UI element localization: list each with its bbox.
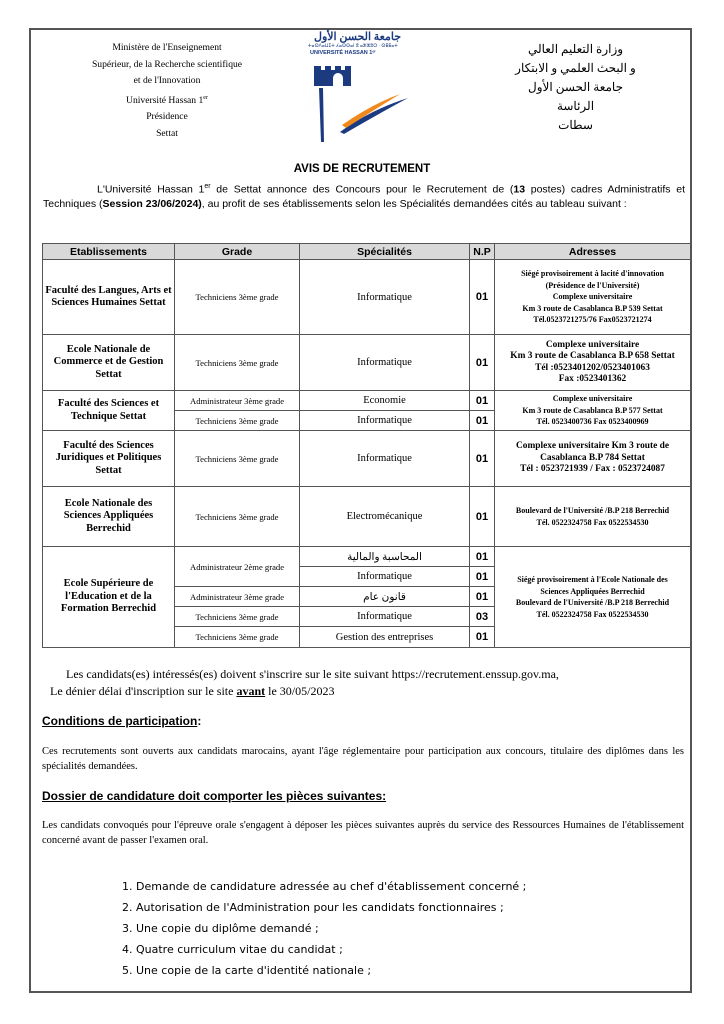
header-right-line: وزارة التعليم العالي	[527, 42, 624, 56]
item-text: Quatre curriculum vitae du candidat ;	[136, 943, 343, 956]
heading-suffix: :	[197, 714, 202, 728]
speciality-cell: المحاسبة والمالية	[300, 547, 470, 567]
session-date: Session 23/06/2024)	[102, 197, 202, 210]
header-right-line: الرئاسة	[556, 99, 595, 113]
header-right-line: سطات	[558, 118, 593, 132]
positions-cell: 01	[470, 567, 495, 587]
address-line: Tél :0523401202/0523401063	[535, 362, 650, 373]
speciality-cell: Economie	[300, 391, 470, 411]
address-line: Complexe universitaire Km 3 route de	[515, 441, 670, 452]
item-text: Une copie de la carte d'identité nationale ;	[136, 964, 372, 977]
intro-text: L'Université Hassan 1	[97, 183, 205, 196]
address-cell	[495, 335, 691, 391]
speciality-cell: Informatique	[300, 411, 470, 431]
table-row	[43, 431, 691, 487]
conditions-text: Ces recrutements sont ouverts aux candidats marocains, ayant l'âge réglementaire pour participation aux concours, titulaire des diplômes dans les spécialités demandées.	[42, 746, 684, 772]
positions-cell: 01	[470, 487, 495, 547]
establishment-cell: Faculté des Sciences et Technique Settat	[43, 391, 175, 431]
logo-university-text: UNIVERSITÉ HASSAN 1ᵉʳ	[310, 50, 376, 56]
grade-cell: Administrateur 3ème grade	[175, 391, 300, 411]
address-line: Fax :0523401362	[558, 374, 627, 384]
item-number: 3.	[122, 922, 133, 935]
header-right-line: جامعة الحسن الأول	[528, 80, 623, 94]
establishment-cell: Ecole Nationale des Sciences Appliquées Berrechid	[43, 487, 175, 547]
header-left-line: Ministère de l'Enseignement	[112, 42, 222, 53]
notice-title: AVIS DE RECRUTEMENT	[293, 163, 431, 175]
university-logo	[300, 30, 415, 145]
list-item	[122, 918, 526, 939]
speciality-cell: Informatique	[300, 567, 470, 587]
address-cell	[495, 431, 691, 487]
address-cell	[495, 487, 691, 547]
header-right-line: و البحث العلمي و الابتكار	[515, 61, 636, 75]
establishment-cell: Faculté des Langues, Arts et Sciences Humaines Settat	[43, 260, 175, 335]
registration-info	[50, 666, 690, 700]
list-item	[122, 897, 526, 918]
table-row	[43, 487, 691, 547]
table-row	[43, 335, 691, 391]
intro-text: postes) cadres Administratifs et Techniques (	[43, 183, 685, 210]
header-left-line: Présidence	[146, 111, 188, 123]
header-left-line: Settat	[156, 127, 178, 139]
recruitment-table	[42, 243, 691, 648]
header-left-line	[62, 90, 272, 110]
address-line: Tél : 0523721939 / Fax : 0523724087	[520, 464, 665, 475]
deadline-text: Le dénier délai d'inscription sur le site	[50, 684, 237, 698]
positions-cell: 01	[470, 260, 495, 335]
superscript: er	[203, 94, 208, 101]
speciality-cell: Informatique	[300, 607, 470, 627]
grade-cell: Techniciens 3ème grade	[175, 627, 300, 648]
speciality-cell: قانون عام	[300, 587, 470, 607]
documents-list	[122, 876, 526, 981]
address-line: Km 3 route de Casablanca B.P 539 Settat	[522, 303, 663, 313]
address-line: Complexe universitaire	[552, 292, 633, 302]
positions-cell: 01	[470, 587, 495, 607]
dossier-text: Les candidats convoqués pour l'épreuve orale s'engagent à déposer les pièces suivantes auprès du service des Ressources Humaines de l'établissement concerné avant de passer l'examen oral.	[42, 820, 684, 846]
logo-emblem-icon	[300, 30, 415, 145]
superscript: er	[204, 183, 211, 190]
positions-cell: 01	[470, 391, 495, 411]
positions-cell: 03	[470, 607, 495, 627]
deadline-date: le 30/05/2023	[265, 684, 335, 698]
column-header: Etablissements	[43, 244, 175, 260]
column-header: Adresses	[495, 244, 691, 260]
address-line: Complexe universitaire	[545, 339, 640, 350]
header-left	[62, 40, 272, 142]
list-item	[122, 960, 526, 981]
table-row	[43, 547, 691, 567]
speciality-cell: Informatique	[300, 260, 470, 335]
speciality-cell: Informatique	[300, 335, 470, 391]
address-line: (Présidence de l'Université)	[545, 280, 640, 290]
table-row	[43, 260, 691, 335]
establishment-cell: Faculté des Sciences Juridiques et Politiques Settat	[43, 431, 175, 487]
registration-text: Les candidats(es) intéressés(es) doivent s'inscrire sur le site suivant https://recrutement.enssup.gov.ma,	[66, 667, 559, 681]
address-line: Casablanca B.P 784 Settat	[540, 452, 645, 463]
column-header: Grade	[175, 244, 300, 260]
registration-line	[50, 666, 690, 683]
address-line: Siégé provisoirement à lacité d'innovation	[521, 269, 664, 279]
address-line: Boulevard de l'Université /B.P 218 Berrechid	[515, 506, 670, 515]
positions-cell: 01	[470, 547, 495, 567]
speciality-cell: Electromécanique	[300, 487, 470, 547]
header-left-line: et de l'Innovation	[133, 75, 201, 86]
table-header-row	[43, 244, 691, 260]
logo-arabic-text: جامعة الحسن الأول	[313, 31, 402, 43]
dossier-heading: Dossier de candidature doit comporter les pièces suivantes:	[42, 789, 387, 803]
establishment-cell: Ecole Nationale de Commerce et de Gestion Settat	[43, 335, 175, 391]
header-left-line: Supérieur, de la Recherche scientifique	[91, 58, 243, 70]
conditions-heading-text: Conditions de participation	[42, 714, 198, 728]
item-text: Une copie du diplôme demandé ;	[136, 922, 319, 935]
deadline-line	[50, 683, 690, 700]
grade-cell: Techniciens 3ème grade	[175, 335, 300, 391]
item-number: 4.	[122, 943, 133, 956]
address-line: Sciences Appliquées Berrechid	[540, 586, 645, 596]
logo-tifinagh-text: ⵜⴰⵙⴷⴰⵡⵉⵜ ⵃⴰⵙⵙⴰⵏ ⵓ ⴰⵣⵣⵓⵔ · ⵙⵟⵟⴰⵜ	[308, 43, 398, 48]
positions-cell: 01	[470, 627, 495, 648]
column-header: Spécialités	[300, 244, 470, 260]
positions-cell: 01	[470, 335, 495, 391]
address-line: Tél.0523721275/76 Fax0523721274	[533, 315, 652, 325]
grade-cell: Administrateur 3ème grade	[175, 587, 300, 607]
grade-cell: Techniciens 3ème grade	[175, 260, 300, 335]
address-line: Km 3 route de Casablanca B.P 658 Settat	[510, 351, 675, 361]
address-line: Boulevard de l'Université /B.P 218 Berrechid	[515, 598, 670, 607]
item-number: 2.	[122, 901, 133, 914]
conditions-heading	[42, 714, 201, 728]
item-text: Demande de candidature adressée au chef d'établissement concerné ;	[136, 880, 527, 893]
deadline-emphasis: avant	[236, 684, 266, 698]
grade-cell: Techniciens 3ème grade	[175, 411, 300, 431]
address-cell	[495, 391, 691, 431]
header-right	[488, 40, 663, 135]
item-text: Autorisation de l'Administration pour les candidats fonctionnaires ;	[136, 901, 504, 914]
grade-cell: Techniciens 3ème grade	[175, 487, 300, 547]
intro-text: de Settat annonce des Concours pour le Recrutement de (	[210, 183, 514, 196]
address-cell	[495, 547, 691, 648]
notice-intro	[43, 180, 685, 211]
address-line: Complexe universitaire	[552, 394, 633, 404]
grade-cell: Administrateur 2ème grade	[175, 547, 300, 587]
item-number: 5.	[122, 964, 133, 977]
address-line: Tél. 0522324758 Fax 0522534530	[536, 609, 649, 619]
positions-cell: 01	[470, 431, 495, 487]
university-name: Université Hassan 1	[126, 94, 204, 106]
establishment-cell: Ecole Supérieure de l'Education et de la Formation Berrechid	[43, 547, 175, 648]
address-line: Tél. 0523400736 Fax 0523400969	[536, 417, 649, 427]
speciality-cell: Gestion des entreprises	[300, 627, 470, 648]
table-row	[43, 391, 691, 411]
speciality-cell: Informatique	[300, 431, 470, 487]
list-item	[122, 939, 526, 960]
list-item	[122, 876, 526, 897]
intro-text: , au profit de ses établissements selon les Spécialités demandées cités au tableau suivant :	[201, 197, 627, 210]
column-header: N.P	[470, 244, 495, 260]
address-line: Tél. 0522324758 Fax 0522534530	[536, 517, 649, 527]
address-line: Km 3 route de Casablanca B.P 577 Settat	[522, 405, 663, 415]
grade-cell: Techniciens 3ème grade	[175, 431, 300, 487]
positions-cell: 01	[470, 411, 495, 431]
address-cell	[495, 260, 691, 335]
positions-count: 13	[513, 183, 526, 196]
address-line: Siégé provisoirement à l'Ecole Nationale des	[517, 575, 668, 584]
item-number: 1.	[122, 880, 133, 893]
grade-cell: Techniciens 3ème grade	[175, 607, 300, 627]
